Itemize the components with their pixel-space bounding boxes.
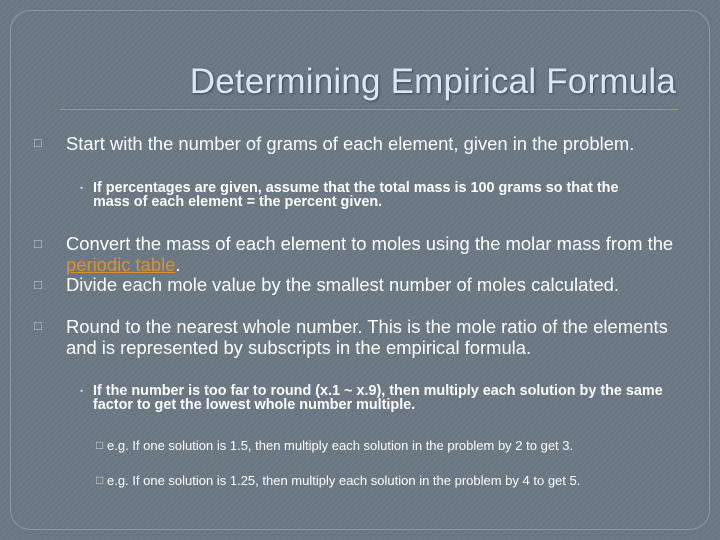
sub-bullet-icon: • xyxy=(80,183,84,193)
bullet-icon: □ xyxy=(34,236,42,251)
bullet-convert-text: Convert the mass of each element to moles using the molar mass from the xyxy=(66,233,674,254)
bullet-icon: □ xyxy=(34,135,42,150)
sub-sub-bullet-icon: □ xyxy=(96,473,104,487)
sub-bullet-percentages: If percentages are given, assume that the total mass is 100 grams so that the mass of each element = the percent given. xyxy=(93,180,619,210)
bullet-start-with-grams: Start with the number of grams of each element, given in the problem. xyxy=(66,133,635,154)
periodic-table-link[interactable]: periodic table xyxy=(66,254,176,275)
bullet-icon: □ xyxy=(34,318,42,333)
bullet-round-whole-number: Round to the nearest whole number. This is the mole ratio of the elements and is represented by subscripts in the empirical formula. xyxy=(66,316,668,358)
sub-bullet-multiply-factor: If the number is too far to round (x.1 ~ x.9), then multiply each solution by the same factor to get the lowest whole number multiple. xyxy=(93,383,663,413)
slide-title: Determining Empirical Formula xyxy=(189,62,676,101)
bullet-convert-to-moles xyxy=(66,233,686,275)
bullet-icon: □ xyxy=(34,277,42,292)
example-one-point-five: e.g. If one solution is 1.5, then multiply each solution in the problem by 2 to get 3. xyxy=(107,438,574,453)
sub-bullet-icon: • xyxy=(80,386,84,396)
example-one-point-two-five: e.g. If one solution is 1.25, then multiply each solution in the problem by 4 to get 5. xyxy=(107,473,581,488)
bullet-convert-end: . xyxy=(175,254,181,275)
bullet-divide-by-smallest: Divide each mole value by the smallest number of moles calculated. xyxy=(66,274,620,295)
sub-sub-bullet-icon: □ xyxy=(96,438,104,452)
